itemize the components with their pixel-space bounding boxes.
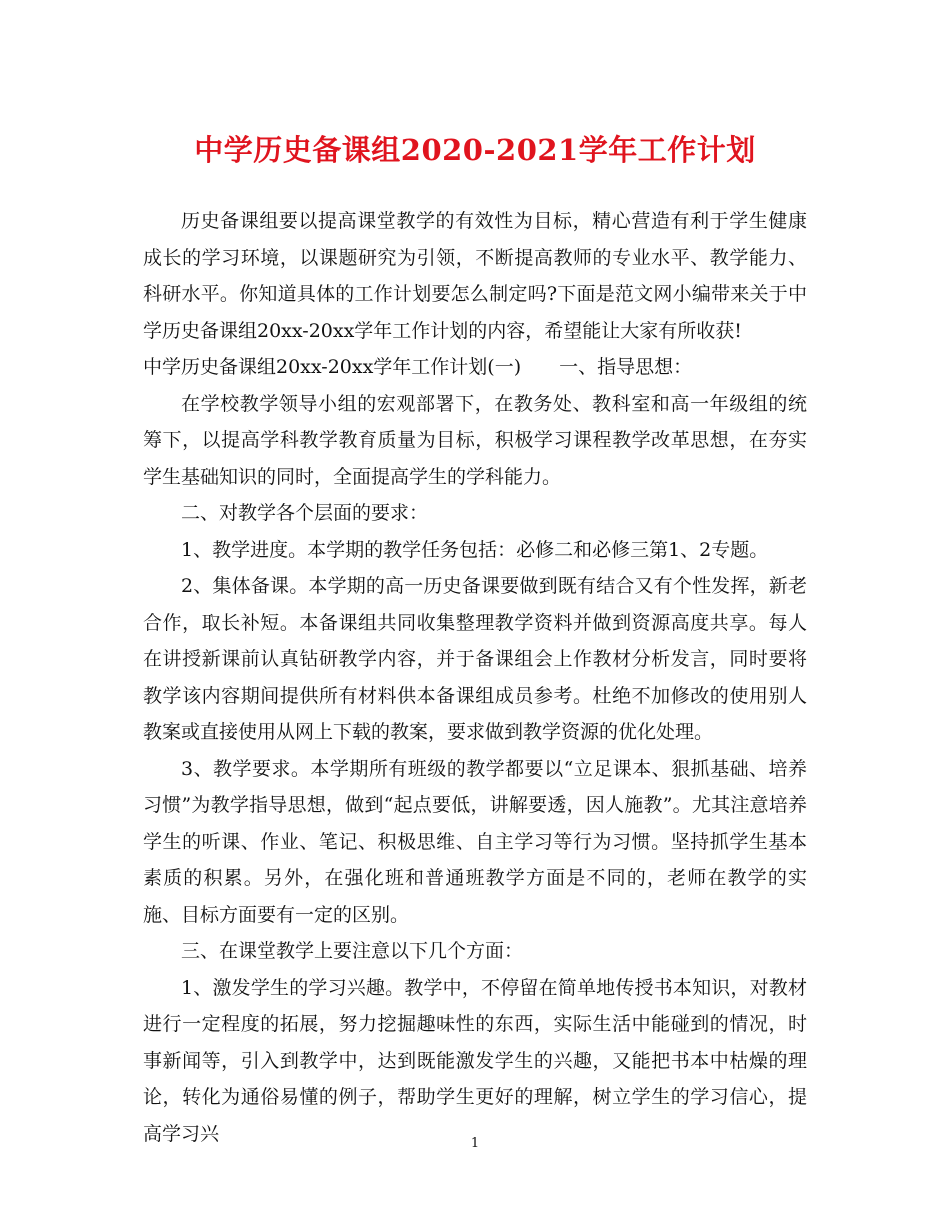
collective-prep-paragraph: 2、集体备课。本学期的高一历史备课要做到既有结合又有个性发挥，新老合作，取长补短。本备课组共同收集整理教学资料并做到资源高度共享。每人在讲授新课前认真钻研教学内容，并于备课组会上作教材分析发言，同时要将教学该内容期间提供所有材料供本备课组成员参考。杜绝不加修改的使用别人教案或直接使用从网上下载的教案，要求做到教学资源的优化处理。 [143,575,807,743]
section-heading-classroom: 三、在课堂教学上要注意以下几个方面： [181,940,524,962]
page-number: 1 [470,1136,480,1151]
document-body [143,203,807,1152]
teaching-requirements-paragraph: 3、教学要求。本学期所有班级的教学都要以“立足课本、狠抓基础、培养习惯”为教学指导思想，做到“起点要低，讲解要透，因人施教”。尤其注意培养学生的听课、作业、笔记、积极思维、自主学习等行为习惯。坚持抓学生基本素质的积累。另外，在强化班和普通班教学方面是不同的，老师在教学的实施、目标方面要有一定的区别。 [143,757,807,926]
interest-paragraph: 1、激发学生的学习兴趣。教学中，不停留在简单地传授书本知识，对教材进行一定程度的拓展，努力挖掘趣味性的东西，实际生活中能碰到的情况，时事新闻等，引入到教学中，达到既能激发学生的兴趣，又能把书本中枯燥的理论，转化为通俗易懂的例子，帮助学生更好的理解，树立学生的学习信心，提高学习兴 [143,976,807,1145]
plan-heading-paragraph: 中学历史备课组20xx-20xx学年工作计划(一) 一、指导思想： [143,356,693,378]
document-title: 中学历史备课组2020-2021学年工作计划 [194,133,756,167]
guiding-ideology-paragraph: 在学校教学领导小组的宏观部署下，在教务处、教科室和高一年级组的统筹下，以提高学科教学教育质量为目标，积极学习课程教学改革思想，在夯实学生基础知识的同时，全面提高学生的学科能力。 [143,392,807,488]
intro-paragraph: 历史备课组要以提高课堂教学的有效性为目标，精心营造有利于学生健康成长的学习环境，以课题研究为引领，不断提高教师的专业水平、教学能力、科研水平。你知道具体的工作计划要怎么制定吗?下面是范文网小编带来关于中学历史备课组20xx-20xx学年工作计划的内容，希望能让大家有所收获! [143,210,807,342]
section-heading-requirements: 二、对教学各个层面的要求： [181,502,429,524]
teaching-progress-paragraph: 1、教学进度。本学期的教学任务包括：必修二和必修三第1、2专题。 [181,538,769,561]
